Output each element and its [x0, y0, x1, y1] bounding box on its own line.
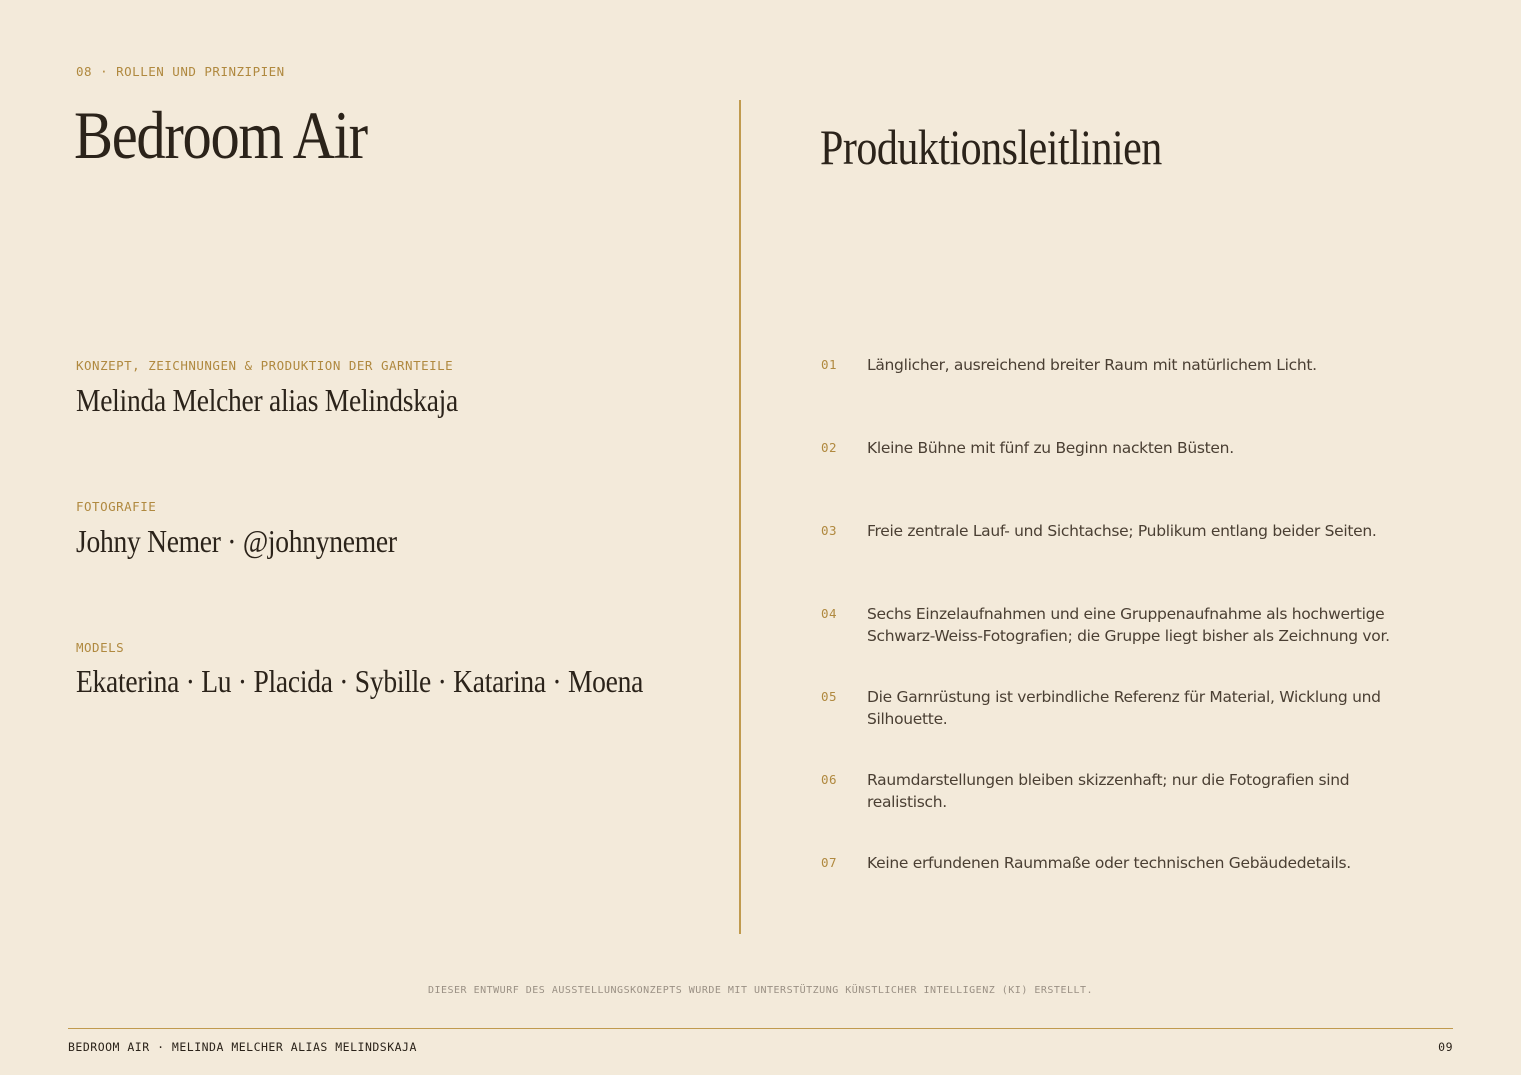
guideline-item — [821, 354, 1411, 376]
page-title: Bedroom Air — [74, 97, 367, 173]
column-divider — [739, 100, 741, 934]
guideline-number: 01 — [821, 357, 838, 372]
role-label-models: MODELS — [76, 640, 125, 655]
guideline-text: Freie zentrale Lauf- und Sichtachse; Publikum entlang beider Seiten. — [867, 522, 1377, 540]
guideline-item — [821, 686, 1411, 730]
guideline-text: Die Garnrüstung ist verbindliche Referenz für Material, Wicklung und Silhouette. — [867, 688, 1381, 728]
guideline-number: 02 — [821, 440, 838, 455]
guidelines-title: Produktionsleitlinien — [820, 119, 1162, 175]
guideline-item — [821, 769, 1411, 813]
guideline-text: Keine erfundenen Raummaße oder technischen Gebäudedetails. — [867, 854, 1351, 872]
role-label-photography: FOTOGRAFIE — [76, 499, 157, 514]
guideline-text: Kleine Bühne mit fünf zu Beginn nackten Büsten. — [867, 439, 1234, 457]
guideline-number: 04 — [821, 606, 838, 621]
guideline-number: 06 — [821, 772, 838, 787]
role-name-concept: Melinda Melcher alias Melindskaja — [76, 382, 459, 418]
guideline-text: Raumdarstellungen bleiben skizzenhaft; nur die Fotografien sind realistisch. — [867, 771, 1350, 811]
guideline-text: Länglicher, ausreichend breiter Raum mit natürlichem Licht. — [867, 356, 1317, 374]
guideline-number: 03 — [821, 523, 838, 538]
footer-credit: BEDROOM AIR · MELINDA MELCHER ALIAS MELINDSKAJA — [68, 1040, 417, 1054]
page-number: 09 — [1438, 1040, 1453, 1054]
guideline-number: 05 — [821, 689, 838, 704]
role-name-models: Ekaterina · Lu · Placida · Sybille · Katarina · Moena — [76, 663, 644, 699]
role-label-concept: KONZEPT, ZEICHNUNGEN & PRODUKTION DER GARNTEILE — [76, 358, 454, 373]
footer-divider — [68, 1028, 1453, 1029]
guideline-item — [821, 437, 1411, 459]
ai-disclaimer: DIESER ENTWURF DES AUSSTELLUNGSKONZEPTS WURDE MIT UNTERSTÜTZUNG KÜNSTLICHER INTELLIGENZ (KI) ERSTELLT. — [427, 985, 1094, 996]
role-name-photography: Johny Nemer · @johnynemer — [76, 523, 397, 559]
guideline-item — [821, 852, 1411, 874]
section-label: 08 · ROLLEN UND PRINZIPIEN — [76, 64, 285, 79]
guideline-item — [821, 603, 1411, 647]
guideline-text: Sechs Einzelaufnahmen und eine Gruppenaufnahme als hochwertige Schwarz-Weiss-Fotografien; die Gruppe liegt bisher als Zeichnung vor. — [867, 605, 1390, 645]
guideline-item — [821, 520, 1411, 542]
guideline-number: 07 — [821, 855, 838, 870]
